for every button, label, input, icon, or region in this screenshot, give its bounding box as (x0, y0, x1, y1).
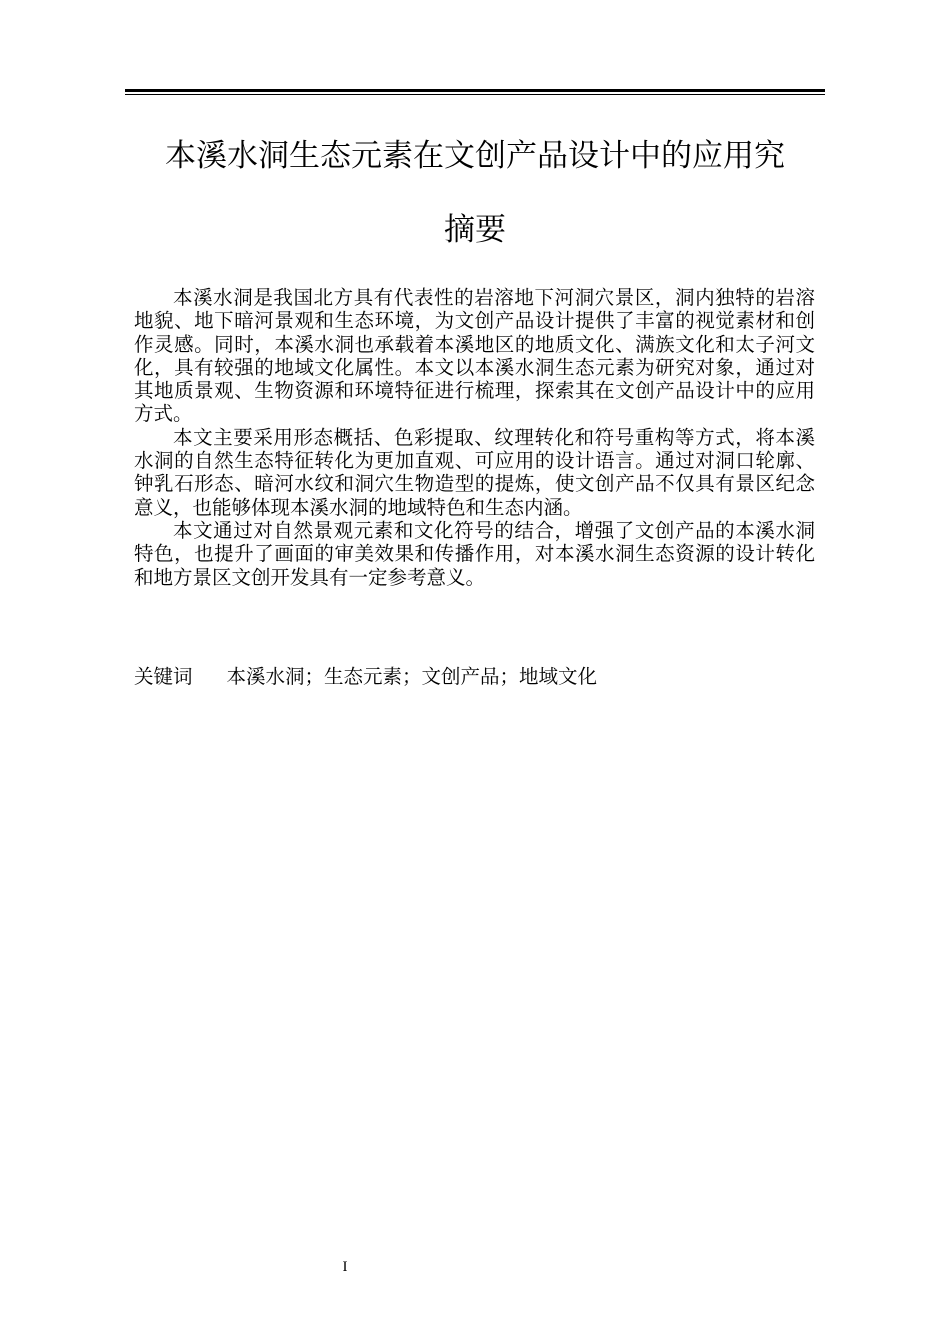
keywords-text: 本溪水洞；生态元素；文创产品；地域文化 (226, 665, 598, 688)
abstract-paragraph-2: 本文主要采用形态概括、色彩提取、纹理转化和符号重构等方式，将本溪水洞的自然生态特征转化为更加直观、可应用的设计语言。通过对洞口轮廓、钟乳石形态、暗河水纹和洞穴生物造型的提炼，使文创产品不仅具有景区纪念意义，也能够体现本溪水洞的地域特色和生态内涵。 (134, 425, 815, 519)
abstract-body (134, 286, 815, 589)
abstract-paragraph-3: 本文通过对自然景观元素和文化符号的结合，增强了文创产品的本溪水洞特色，也提升了画面的审美效果和传播作用，对本溪水洞生态资源的设计转化和地方景区文创开发具有一定参考意义。 (134, 518, 815, 589)
abstract-heading: 摘要 (444, 212, 506, 248)
document-title: 本溪水洞生态元素在文创产品设计中的应用究 (165, 138, 785, 174)
keywords-line (134, 665, 597, 689)
keywords-label: 关键词 (134, 665, 193, 688)
abstract-paragraph-1: 本溪水洞是我国北方具有代表性的岩溶地下河洞穴景区，洞内独特的岩溶地貌、地下暗河景观和生态环境，为文创产品设计提供了丰富的视觉素材和创作灵感。同时，本溪水洞也承载着本溪地区的地质文化、满族文化和太子河文化，具有较强的地域文化属性。本文以本溪水洞生态元素为研究对象，通过对其地质景观、生物资源和环境特征进行梳理，探索其在文创产品设计中的应用方式。 (134, 286, 815, 426)
header-rule-thick (125, 89, 825, 92)
header-rule-thin (125, 94, 825, 95)
page-number: I (342, 1259, 348, 1275)
